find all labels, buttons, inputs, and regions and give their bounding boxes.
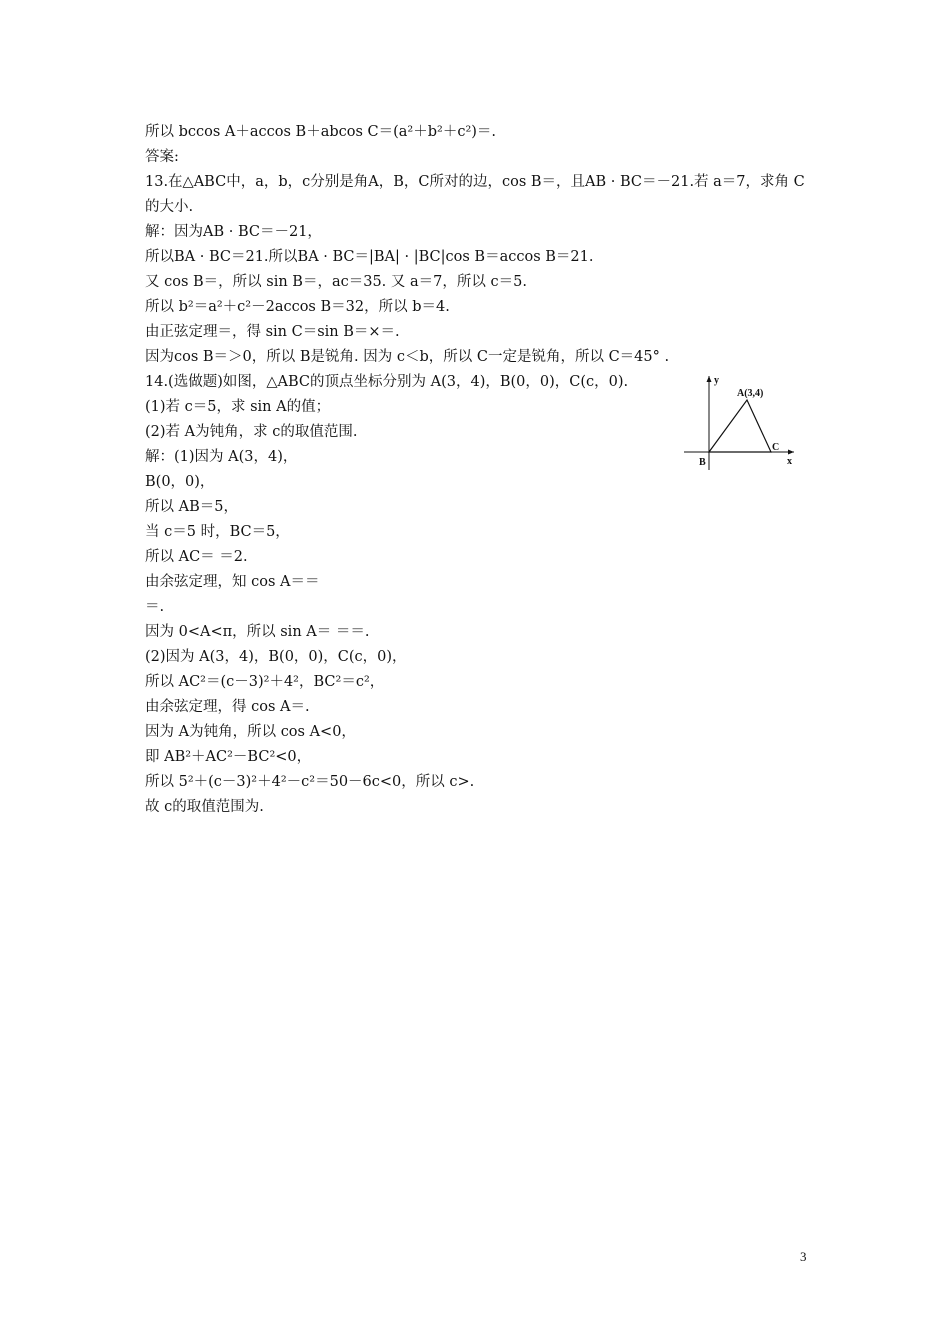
- y-axis-arrow-icon: [707, 376, 712, 382]
- text-line: 的大小.: [145, 199, 194, 215]
- text-line: 所以 AB＝5，: [145, 499, 238, 515]
- page-number: 3: [800, 1249, 807, 1264]
- text-line: 由正弦定理＝，得 sin C＝sin B＝×＝.: [145, 324, 400, 340]
- text-line: 即 AB²＋AC²－BC²<0，: [145, 749, 312, 765]
- text-line: (2)因为 A(3，4)，B(0，0)，C(c，0)，: [145, 649, 407, 665]
- problem-14-statement: 14.(选做题)如图，△ABC的顶点坐标分别为 A(3，4)，B(0，0)，C(c，0).: [145, 374, 629, 390]
- text-line: B(0，0)，: [145, 474, 215, 490]
- text-line: 因为cos B＝＞0，所以 B是锐角. 因为 c＜b，所以 C一定是锐角，所以 C＝45° .: [145, 349, 670, 365]
- problem-13-statement: 13.在△ABC中，a，b，c分别是角A，B，C所对的边，cos B＝，且AB · BC＝－21.若 a＝7，求角 C: [145, 174, 805, 190]
- text-line: 所以 bccos A＋accos B＋abcos C＝(a²＋b²＋c²)＝.: [145, 124, 497, 140]
- text-line: ＝.: [145, 599, 165, 615]
- text-line: 当 c＝5 时，BC＝5，: [145, 524, 290, 540]
- text-line: 所以 AC＝ ＝2.: [145, 549, 248, 565]
- text-line: 答案:: [145, 149, 179, 165]
- text-line: 所以 5²＋(c－3)²＋4²－c²＝50－6c<0，所以 c>.: [145, 774, 475, 790]
- x-axis-label: x: [787, 456, 792, 467]
- triangle-figure: [684, 372, 800, 472]
- text-line: 解：因为AB · BC＝－21，: [145, 224, 322, 240]
- vertex-a-label: A(3,4): [737, 388, 764, 399]
- text-line: 所以 b²＝a²＋c²－2accos B＝32，所以 b＝4.: [145, 299, 450, 315]
- text-line: (2)若 A为钝角，求 c的取值范围.: [145, 424, 358, 440]
- text-line: 由余弦定理，得 cos A＝.: [145, 699, 310, 715]
- text-line: (1)若 c＝5，求 sin A的值；: [145, 399, 331, 415]
- text-line: 因为 0<A<π，所以 sin A＝ ＝＝.: [145, 624, 370, 640]
- text-line: 故 c的取值范围为.: [145, 799, 264, 815]
- text-line: 又 cos B＝，所以 sin B＝，ac＝35. 又 a＝7，所以 c＝5.: [145, 274, 527, 290]
- text-line: 因为 A为钝角，所以 cos A<0，: [145, 724, 356, 740]
- text-line: 解：(1)因为 A(3，4)，: [145, 449, 298, 465]
- y-axis-label: y: [714, 375, 719, 386]
- x-axis-arrow-icon: [788, 450, 794, 455]
- triangle-abc: [709, 400, 771, 452]
- vertex-c-label: C: [772, 442, 780, 453]
- vertex-b-label: B: [699, 457, 706, 468]
- text-line: 由余弦定理，知 cos A＝＝: [145, 574, 320, 590]
- text-line: 所以BA · BC＝21.所以BA · BC＝|BA| · |BC|cos B＝accos B＝21.: [145, 249, 594, 265]
- text-line: 所以 AC²＝(c－3)²＋4²，BC²＝c²，: [145, 674, 385, 690]
